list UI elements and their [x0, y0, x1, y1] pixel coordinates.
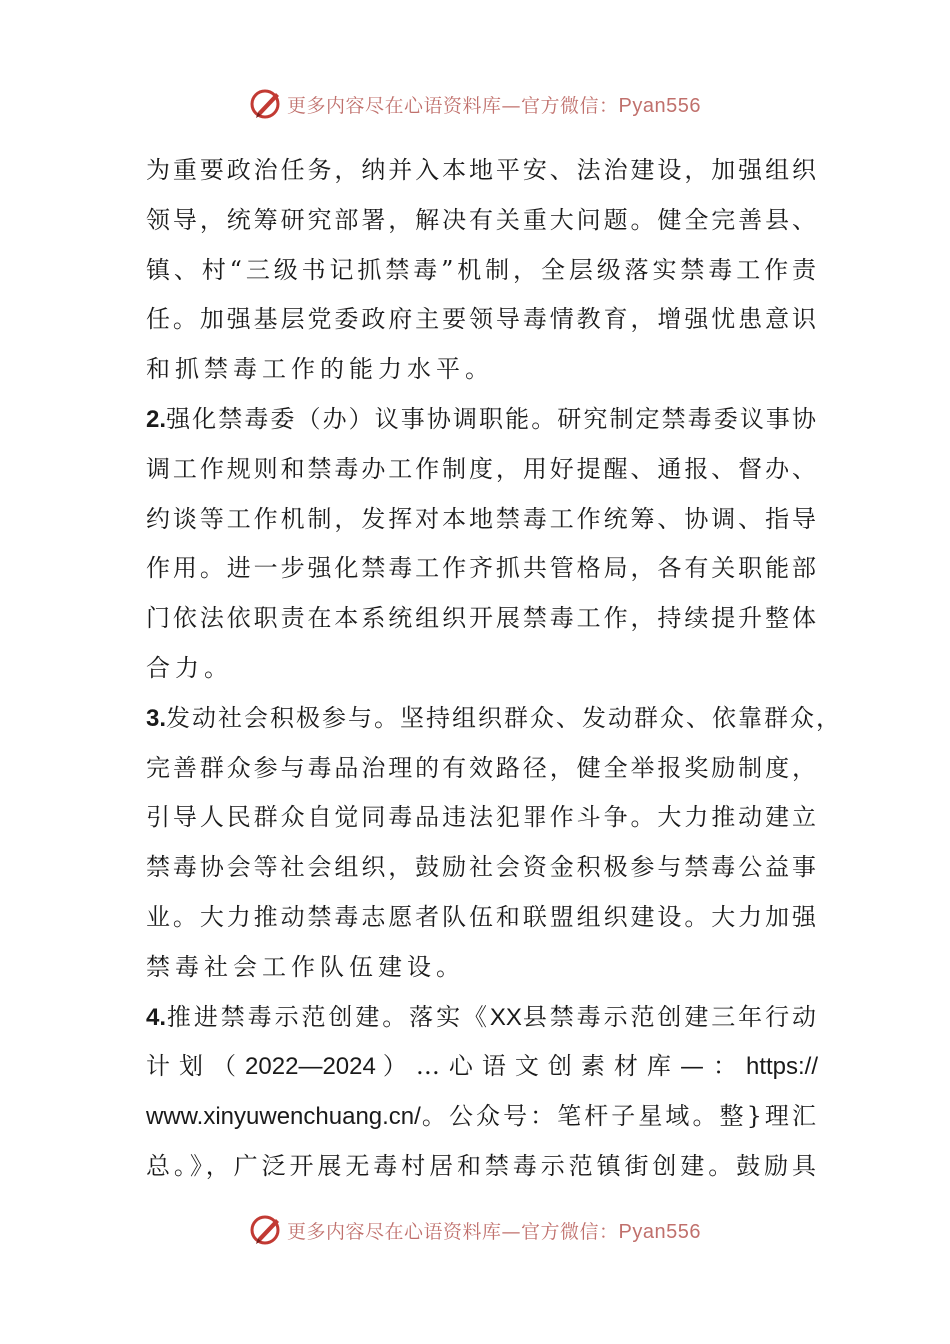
text-line: [146, 1042, 818, 1092]
text-line: 为重要政治任务，纳并入本地平安、法治建设，加强组织: [146, 156, 818, 184]
banner-title: 更多内容尽在心语资料库—官方微信：: [287, 1220, 619, 1243]
banner-wechat-id: Pyan556: [618, 94, 701, 117]
text-line: 和抓禁毒工作的能力水平。: [146, 355, 494, 384]
text-line: 作用。进一步强化禁毒工作齐抓共管格局，各有关职能部: [146, 554, 818, 583]
list-item-3: [146, 694, 843, 744]
text-line: 约谈等工作机制，发挥对本地禁毒工作统筹、协调、指导: [146, 504, 818, 533]
text-span: 推进禁毒示范创建。落实《: [166, 1002, 490, 1031]
text-line: 任。加强基层党委政府主要领导毒情教育，增强忧患意识: [146, 305, 818, 334]
text-span: XX: [489, 1003, 522, 1031]
text-line: 引导人民群众自觉同毒品违法犯罪作斗争。大力推动建立: [146, 803, 818, 832]
list-item-4: [146, 993, 818, 1043]
pen-logo-icon: [249, 1213, 283, 1247]
text-line: 完善群众参与毒品治理的有效路径，健全举报奖励制度，: [146, 753, 818, 782]
text-span: 2022—2024: [245, 1053, 376, 1081]
text-span: 发动社会积极参与。坚持组织群众、发动群众、依靠群众，: [166, 703, 843, 732]
banner-title: 更多内容尽在心语资料库—官方微信：: [287, 94, 619, 117]
text-span: 。公众号：笔杆子星域。整}理汇: [420, 1102, 818, 1131]
text-line: 禁毒社会工作队伍建设。: [146, 952, 465, 981]
text-line: 合力。: [146, 653, 233, 682]
banner-wechat-id: Pyan556: [618, 1220, 701, 1243]
text-span: 强化禁毒委（办）议事协调职能。研究制定禁毒委议事协: [166, 404, 818, 433]
list-item-2: [146, 395, 818, 445]
text-span: 计划（: [146, 1052, 246, 1081]
text-line: 领导，统筹研究部署，解决有关重大问题。健全完善县、: [146, 205, 818, 234]
item-number: 3.: [146, 704, 167, 732]
header-watermark: [0, 84, 950, 124]
text-line: 总。》，广泛开展无毒村居和禁毒示范镇街创建。鼓励具: [146, 1151, 818, 1180]
footer-watermark: [0, 1210, 950, 1250]
text-line: 禁毒协会等社会组织，鼓励社会资金积极参与禁毒公益事: [146, 853, 818, 882]
text-line: [146, 1092, 818, 1142]
text-span: ）…心语文创素材库—：: [375, 1052, 746, 1081]
text-span: 县禁毒示范创建三年行动: [521, 1002, 819, 1031]
text-line: 门依法依职责在本系统组织开展禁毒工作，持续提升整体: [146, 604, 818, 633]
item-number: 4.: [146, 1003, 167, 1031]
text-line: 镇、村“三级书记抓禁毒”机制，全层级落实禁毒工作责: [146, 255, 818, 284]
text-line: 调工作规则和禁毒办工作制度，用好提醒、通报、督办、: [146, 454, 818, 483]
url-text: https://: [745, 1053, 819, 1081]
text-line: 业。大力推动禁毒志愿者队伍和联盟组织建设。大力加强: [146, 902, 818, 931]
pen-logo-icon: [249, 87, 283, 121]
url-text: www.xinyuwenchuang.cn/: [146, 1103, 421, 1131]
document-body: [146, 146, 843, 1192]
item-number: 2.: [146, 405, 167, 433]
